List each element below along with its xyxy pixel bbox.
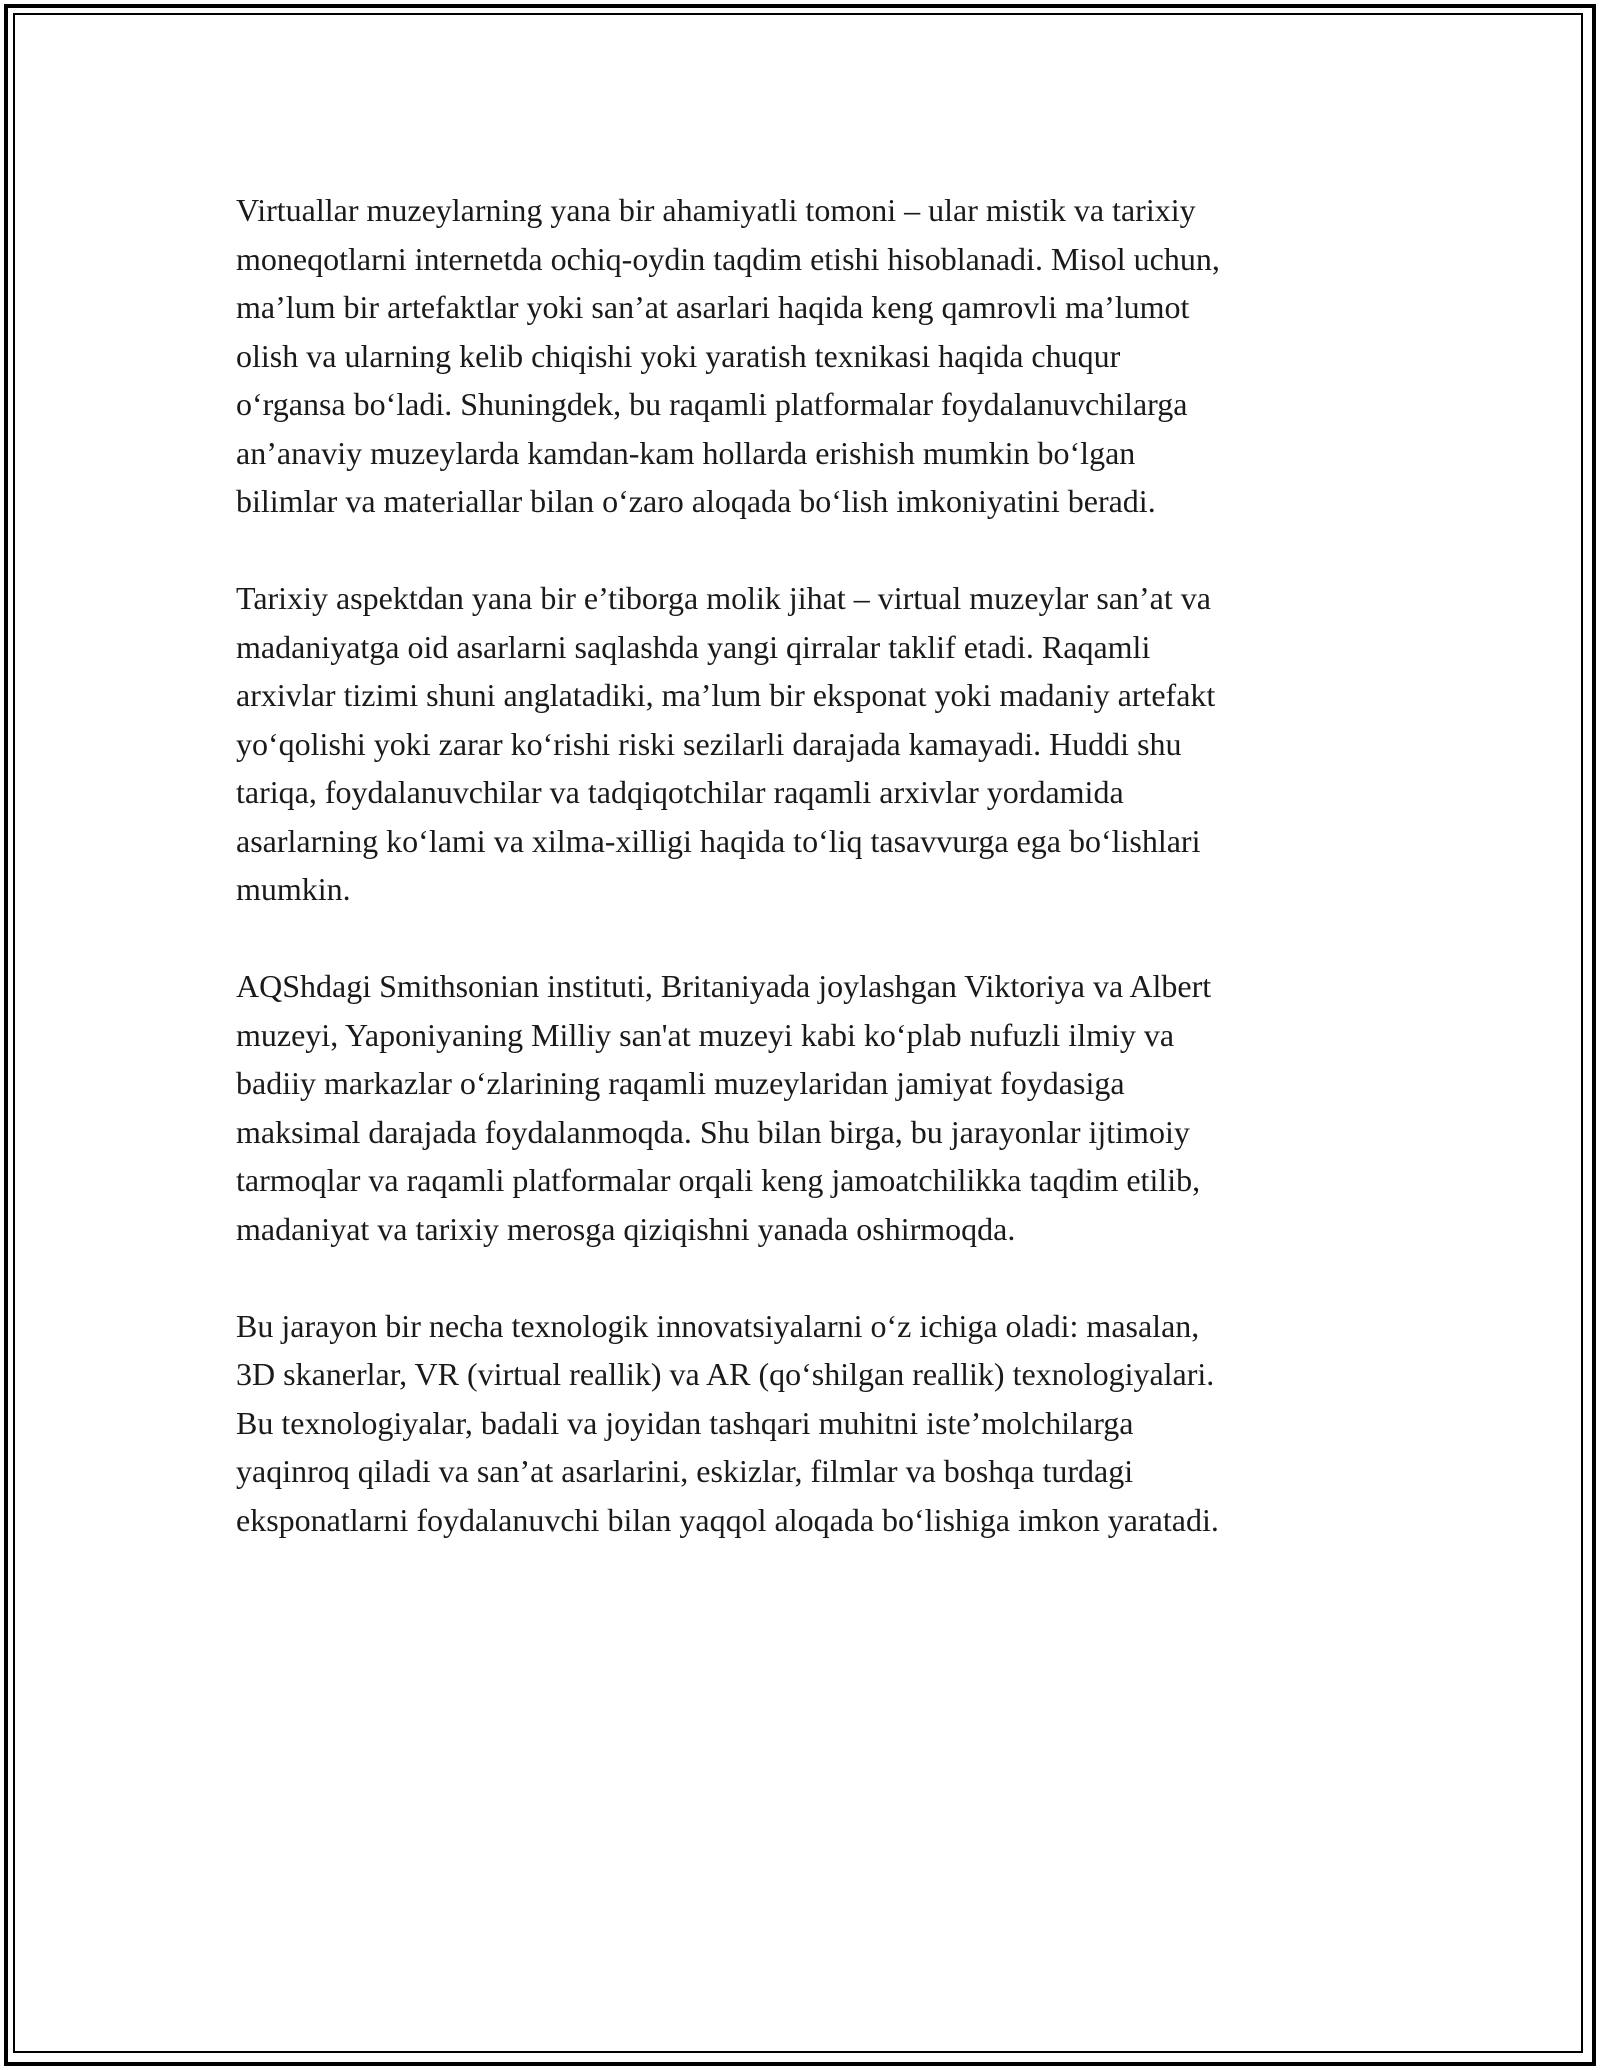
paragraph-1: Virtuallar muzeylarning yana bir ahamiyatli tomoni – ular mistik va tarixiy moneqotlarni internetda ochiq-oydin taqdim etishi hisoblanadi. Misol uchun, ma’lum bir artefaktlar yoki san’at asarlari haqida keng qamrovli ma’lumot olish va ularning kelib chiqishi yoki yaratish texnikasi haqida chuqur o‘rgansa bo‘ladi. Shuningdek, bu raqamli platformalar foydalanuvchilarga an’anaviy muzeylarda kamdan-kam hollarda erishish mumkin bo‘lgan bilimlar va materiallar bilan o‘zaro aloqada bo‘lish imkoniyatini beradi. [236, 192, 1220, 519]
paragraph-2: Tarixiy aspektdan yana bir e’tiborga molik jihat – virtual muzeylar san’at va madaniyatga oid asarlarni saqlashda yangi qirralar taklif etadi. Raqamli arxivlar tizimi shuni anglatadiki, ma’lum bir eksponat yoki madaniy artefakt yo‘qolishi yoki zarar ko‘rishi riski sezilarli darajada kamayadi. Huddi shu tariqa, foydalanuvchilar va tadqiqotchilar raqamli arxivlar yordamida asarlarning ko‘lami va xilma-xilligi haqida to‘liq tasavvurga ega bo‘lishlari mumkin. [236, 580, 1216, 907]
paragraph-3: AQShdagi Smithsonian instituti, Britaniyada joylashgan Viktoriya va Albert muzeyi, Yaponiyaning Milliy san'at muzeyi kabi ko‘plab nufuzli ilmiy va badiiy markazlar o‘zlarining raqamli muzeylaridan jamiyat foydasiga maksimal darajada foydalanmoqda. Shu bilan birga, bu jarayonlar ijtimoiy tarmoqlar va raqamli platformalar orqali keng jamoatchilikka taqdim etilib, madaniyat va tarixiy merosga qiziqishni yanada oshirmoqda. [236, 968, 1212, 1247]
document-body [236, 186, 1366, 1544]
paragraph-4: Bu jarayon bir necha texnologik innovatsiyalarni o‘z ichiga oladi: masalan, 3D skanerlar, VR (virtual reallik) va AR (qo‘shilgan reallik) texnologiyalari. Bu texnologiyalar, badali va joyidan tashqari muhitni iste’molchilarga yaqinroq qiladi va san’at asarlarini, eskizlar, filmlar va boshqa turdagi eksponatlarni foydalanuvchi bilan yaqqol aloqada bo‘lishiga imkon yaratadi. [236, 1307, 1219, 1538]
